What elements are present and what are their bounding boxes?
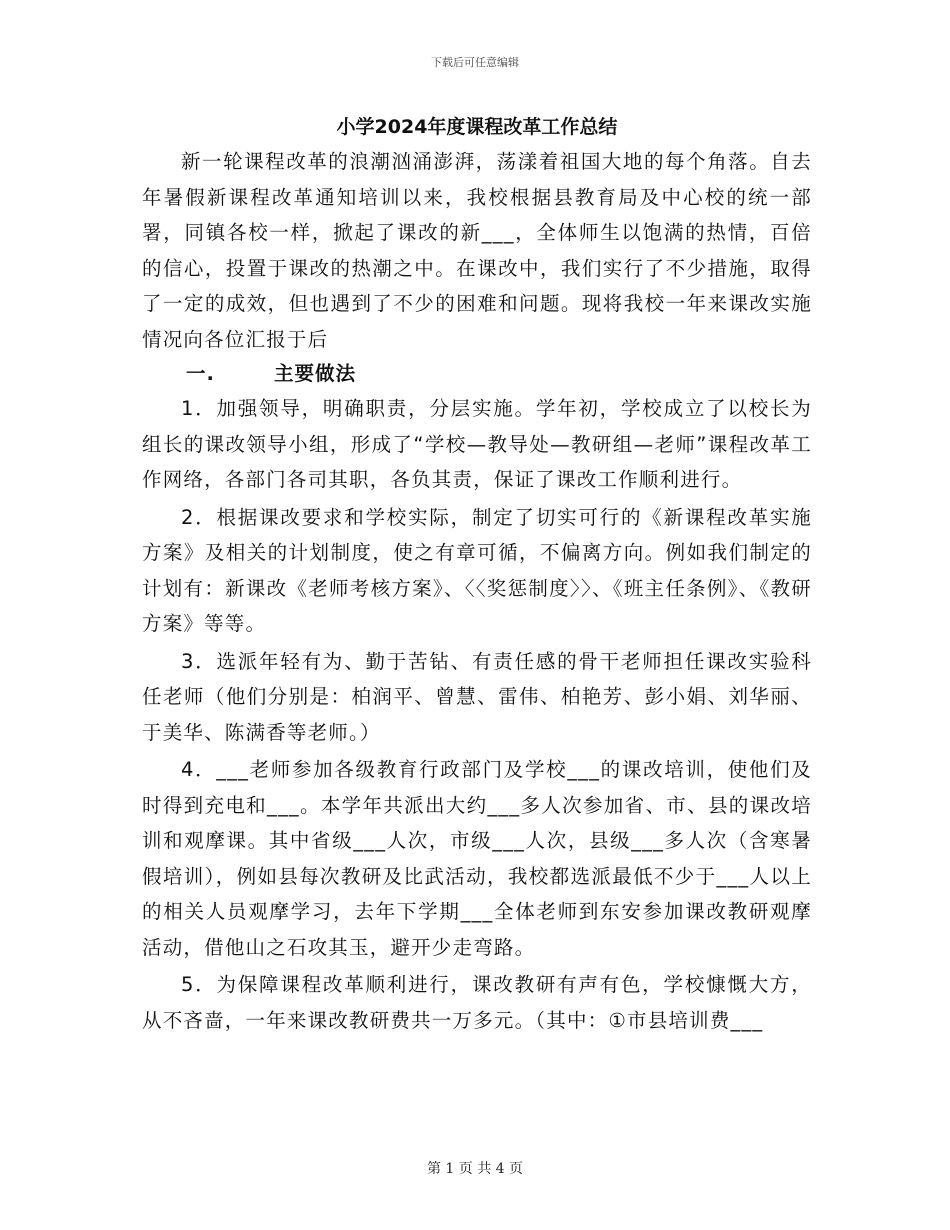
paragraph-1: 1．加强领导，明确职责，分层实施。学年初，学校成立了以校长为组长的课改领导小组，形成了“学校—教导处—教研组—老师”课程改革工作网络，各部门各司其职，各负其责，保证了课改工作顺利进行。 [142, 397, 812, 491]
document-title: 小学2024年度课程改革工作总结 [336, 116, 618, 138]
section-heading [142, 357, 812, 391]
paragraph-5: 5．为保障课程改革顺利进行，课改教研有声有色，学校慷慨大方，从不吝啬，一年来课改教研费共一万多元。（其中：①市县培训费___ [142, 973, 812, 1032]
section-title: 主要做法 [274, 362, 357, 385]
paragraph-2: 2．根据课改要求和学校实际，制定了切实可行的《新课程改革实施方案》及相关的计划制度，使之有章可循，不偏离方向。例如我们制定的计划有：新课改《老师考核方案》、〈〈奖惩制度〉〉、《班主任条例》、《教研方案》等等。 [142, 505, 812, 635]
section-number: 一. [186, 362, 215, 385]
document-body [142, 110, 812, 1038]
page-header: 下载后可任意编辑 [431, 56, 519, 69]
intro-paragraph: 新一轮课程改革的浪潮汹涌澎湃，荡漾着祖国大地的每个角落。自去年暑假新课程改革通知培训以来，我校根据县教育局及中心校的统一部署，同镇各校一样，掀起了课改的新___，全体师生以饱满的热情，百倍的信心，投置于课改的热潮之中。在课改中，我们实行了不少措施，取得了一定的成效，但也遇到了不少的困难和问题。现将我校一年来课改实施情况向各位汇报于后 [142, 150, 812, 351]
paragraph-3: 3．选派年轻有为、勤于苦钻、有责任感的骨干老师担任课改实验科任老师（他们分别是：柏润平、曾慧、雷伟、柏艳芳、彭小娟、刘华丽、于美华、陈满香等老师。） [142, 649, 812, 744]
paragraph-4: 4．___老师参加各级教育行政部门及学校___的课改培训，使他们及时得到充电和___。本学年共派出大约___多人次参加省、市、县的课改培训和观摩课。其中省级___人次，市级___人次，县级___多人次（含寒暑假培训），例如县每次教研及比武活动，我校都选派最低不少于___人以上的相关人员观摩学习，去年下学期___全体老师到东安参加课改教研观摩活动，借他山之石攻其玉，避开少走弯路。 [142, 758, 812, 959]
page-footer: 第 1 页 共 4 页 [426, 1161, 524, 1177]
